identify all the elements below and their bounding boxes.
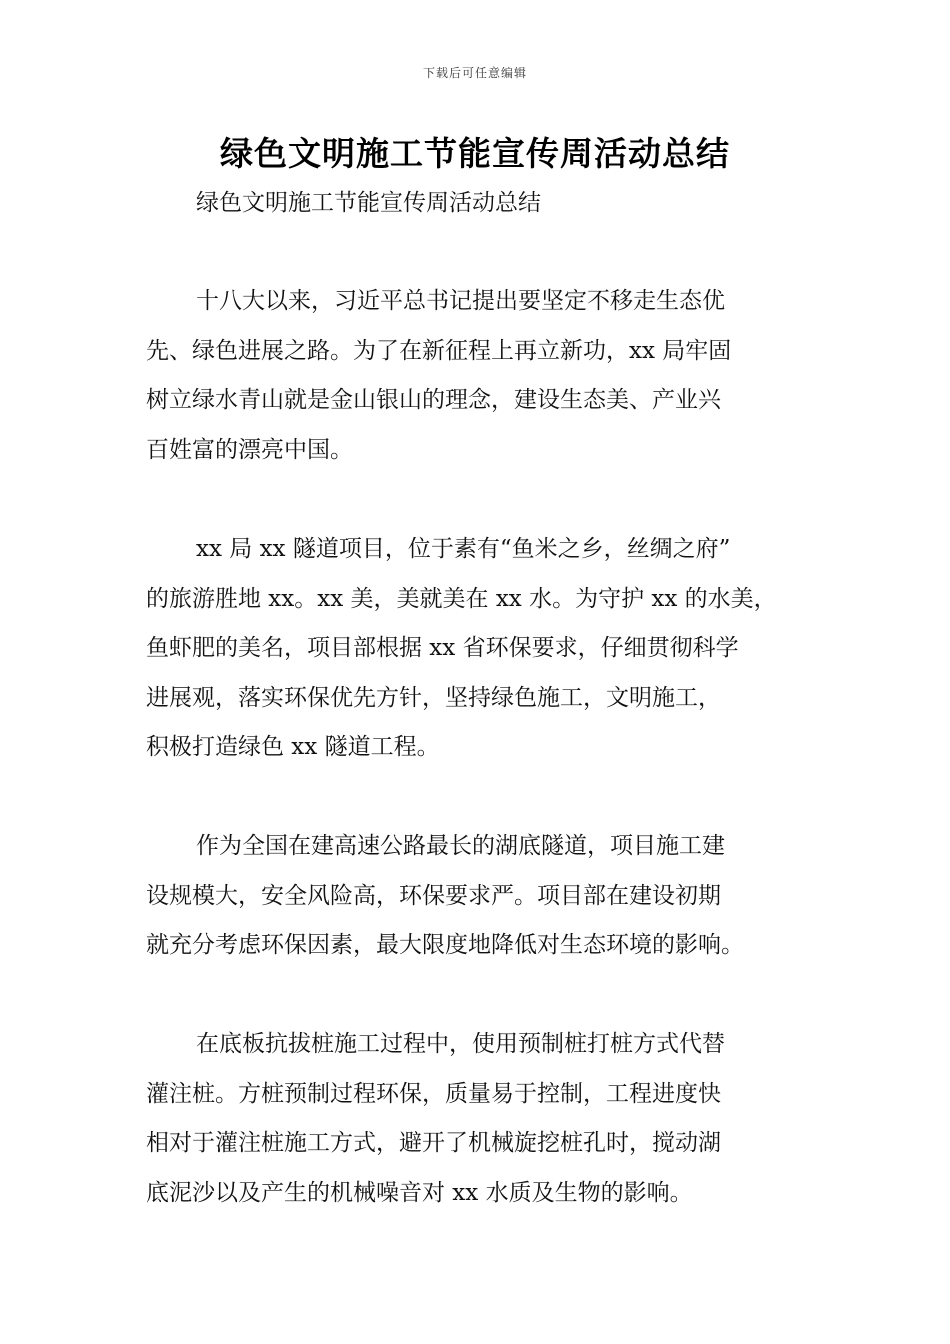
paragraph-line: 就充分考虑环保因素，最大限度地降低对生态环境的影响。	[146, 932, 744, 958]
document-title: 绿色文明施工节能宣传周活动总结	[220, 134, 730, 173]
page-header-note: 下载后可任意编辑	[422, 66, 527, 80]
paragraph-line: xx 局 xx 隧道项目，位于素有“鱼米之乡，丝绸之府”	[196, 536, 731, 562]
paragraph-line: 进展观，落实环保优先方针，坚持绿色施工，文明施工，	[146, 684, 721, 711]
paragraph-line: 先、绿色进展之路。为了在新征程上再立新功，xx 局牢固	[146, 337, 732, 364]
paragraph-line: 相对于灌注桩施工方式，避开了机械旋挖桩孔时，搅动湖	[146, 1130, 721, 1156]
body-paragraph	[146, 525, 836, 773]
paragraph-line: 树立绿水青山就是金山银山的理念，建设生态美、产业兴	[146, 387, 721, 413]
paragraph-line: 十八大以来，习近平总书记提出要坚定不移走生态优	[196, 288, 725, 314]
body-paragraph	[146, 1020, 836, 1218]
paragraph-line: 百姓富的漂亮中国。	[146, 436, 353, 463]
paragraph-line: 在底板抗拔桩施工过程中，使用预制桩打桩方式代替	[196, 1031, 725, 1057]
paragraph-line: 底泥沙以及产生的机械噪音对 xx 水质及生物的影响。	[146, 1179, 693, 1206]
paragraph-line: 的旅游胜地 xx。xx 美，美就美在 xx 水。为守护 xx 的水美，	[146, 585, 777, 612]
paragraph-line: 鱼虾肥的美名，项目部根据 xx 省环保要求，仔细贯彻科学	[146, 635, 739, 661]
body-paragraph	[146, 822, 836, 971]
body-paragraph	[146, 277, 836, 475]
paragraph-line: 作为全国在建高速公路最长的湖底隧道，项目施工建	[196, 833, 725, 859]
paragraph-line: 灌注桩。方桩预制过程环保，质量易于控制，工程进度快	[146, 1080, 721, 1107]
paragraph-line: 积极打造绿色 xx 隧道工程。	[146, 734, 440, 760]
paragraph-line: 设规模大，安全风险高，环保要求严。项目部在建设初期	[146, 882, 721, 909]
document-subtitle: 绿色文明施工节能宣传周活动总结	[196, 190, 541, 216]
